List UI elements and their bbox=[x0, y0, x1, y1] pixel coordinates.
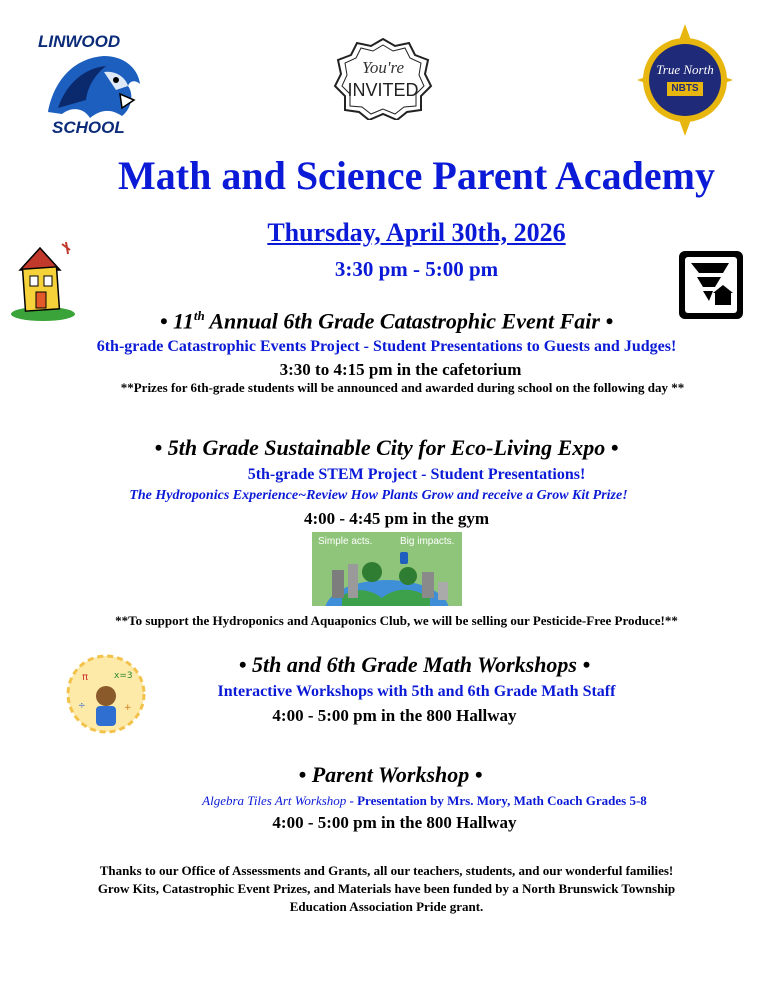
fair-title-sup: th bbox=[193, 308, 205, 323]
simple-acts-big-impacts-image bbox=[312, 532, 462, 606]
true-north-badge bbox=[637, 24, 733, 136]
invite-line2: INVITED bbox=[347, 80, 419, 100]
fair-title-pre: 11 bbox=[173, 308, 194, 334]
expo-hydro-line: The Hydroponics Experience~Review How Plants Grow and receive a Grow Kit Prize! bbox=[129, 488, 628, 503]
fair-title-post: Annual 6th Grade Catastrophic Event Fair bbox=[204, 308, 600, 334]
logo-top-text: LINWOOD bbox=[38, 32, 121, 51]
math-bullet-left: • bbox=[238, 652, 247, 677]
youre-invited-stamp bbox=[333, 36, 433, 120]
expo-title-text: 5th Grade Sustainable City for Eco-Living Expo bbox=[167, 435, 606, 460]
linwood-school-logo bbox=[36, 28, 156, 138]
footer bbox=[0, 862, 773, 916]
svg-text:÷: ÷ bbox=[78, 701, 86, 711]
fair-title bbox=[0, 308, 773, 334]
stamp-border-icon bbox=[333, 36, 433, 120]
math-title bbox=[28, 652, 773, 678]
expo-time-place: 4:00 - 4:45 pm in the gym bbox=[303, 509, 490, 528]
parent-subtitle-rest: - Presentation by Mrs. Mory, Math Coach Grades 5-8 bbox=[346, 793, 647, 808]
expo-title bbox=[0, 435, 773, 461]
math-subtitle: Interactive Workshops with 5th and 6th Grade Math Staff bbox=[217, 683, 616, 700]
footer-line3: Education Association Pride grant. bbox=[289, 899, 484, 914]
math-time-place: 4:00 - 5:00 pm in the 800 Hallway bbox=[272, 706, 517, 725]
parent-bullet-right: • bbox=[474, 762, 483, 787]
math-bullet-right: • bbox=[582, 652, 591, 677]
svg-text:+: + bbox=[124, 703, 132, 713]
fair-time-place: 3:30 to 4:15 pm in the cafetorium bbox=[279, 360, 522, 379]
expo-bullet-left: • bbox=[154, 435, 163, 460]
badge-line2: NBTS bbox=[671, 83, 699, 94]
badge-line1: True North bbox=[656, 62, 714, 77]
svg-text:x=3: x=3 bbox=[114, 671, 133, 681]
expo-note: **To support the Hydroponics and Aquaponics Club, we will be selling our Pesticide-Free Produce!** bbox=[115, 613, 678, 628]
page-title: Math and Science Parent Academy bbox=[118, 153, 715, 198]
parent-time-place: 4:00 - 5:00 pm in the 800 Hallway bbox=[272, 813, 517, 832]
globe-city-icon bbox=[312, 532, 462, 606]
image-text-left: Simple acts. bbox=[318, 536, 373, 547]
invite-line1: You're bbox=[361, 58, 405, 77]
fair-bullet-left: • bbox=[159, 308, 168, 334]
footer-line1: Thanks to our Office of Assessments and Grants, all our teachers, students, and our wonderful families! bbox=[99, 863, 674, 878]
expo-subtitle: 5th-grade STEM Project - Student Presentations! bbox=[247, 466, 586, 483]
parent-bullet-left: • bbox=[298, 762, 307, 787]
footer-line2: Grow Kits, Catastrophic Event Prizes, and Materials have been funded by a North Brunswick Township bbox=[97, 881, 676, 896]
parent-title-text: Parent Workshop bbox=[311, 762, 470, 787]
math-title-text: 5th and 6th Grade Math Workshops bbox=[251, 652, 577, 677]
fair-bullet-right: • bbox=[605, 308, 614, 334]
fair-note: **Prizes for 6th-grade students will be announced and awarded during school on the following day ** bbox=[120, 380, 685, 395]
parent-subtitle-italic: Algebra Tiles Art Workshop bbox=[202, 793, 347, 808]
compass-badge-icon bbox=[637, 24, 733, 136]
logo-bottom-text: SCHOOL bbox=[52, 118, 125, 137]
image-text-right: Big impacts. bbox=[400, 536, 455, 547]
event-time: 3:30 pm - 5:00 pm bbox=[334, 257, 499, 281]
parent-subtitle bbox=[38, 793, 773, 809]
svg-text:π: π bbox=[82, 672, 89, 683]
lion-head-icon bbox=[44, 50, 142, 122]
event-date: Thursday, April 30th, 2026 bbox=[267, 218, 566, 247]
parent-title bbox=[4, 762, 773, 788]
fair-subtitle: 6th-grade Catastrophic Events Project - Student Presentations to Guests and Judges! bbox=[96, 338, 677, 355]
expo-bullet-right: • bbox=[610, 435, 619, 460]
